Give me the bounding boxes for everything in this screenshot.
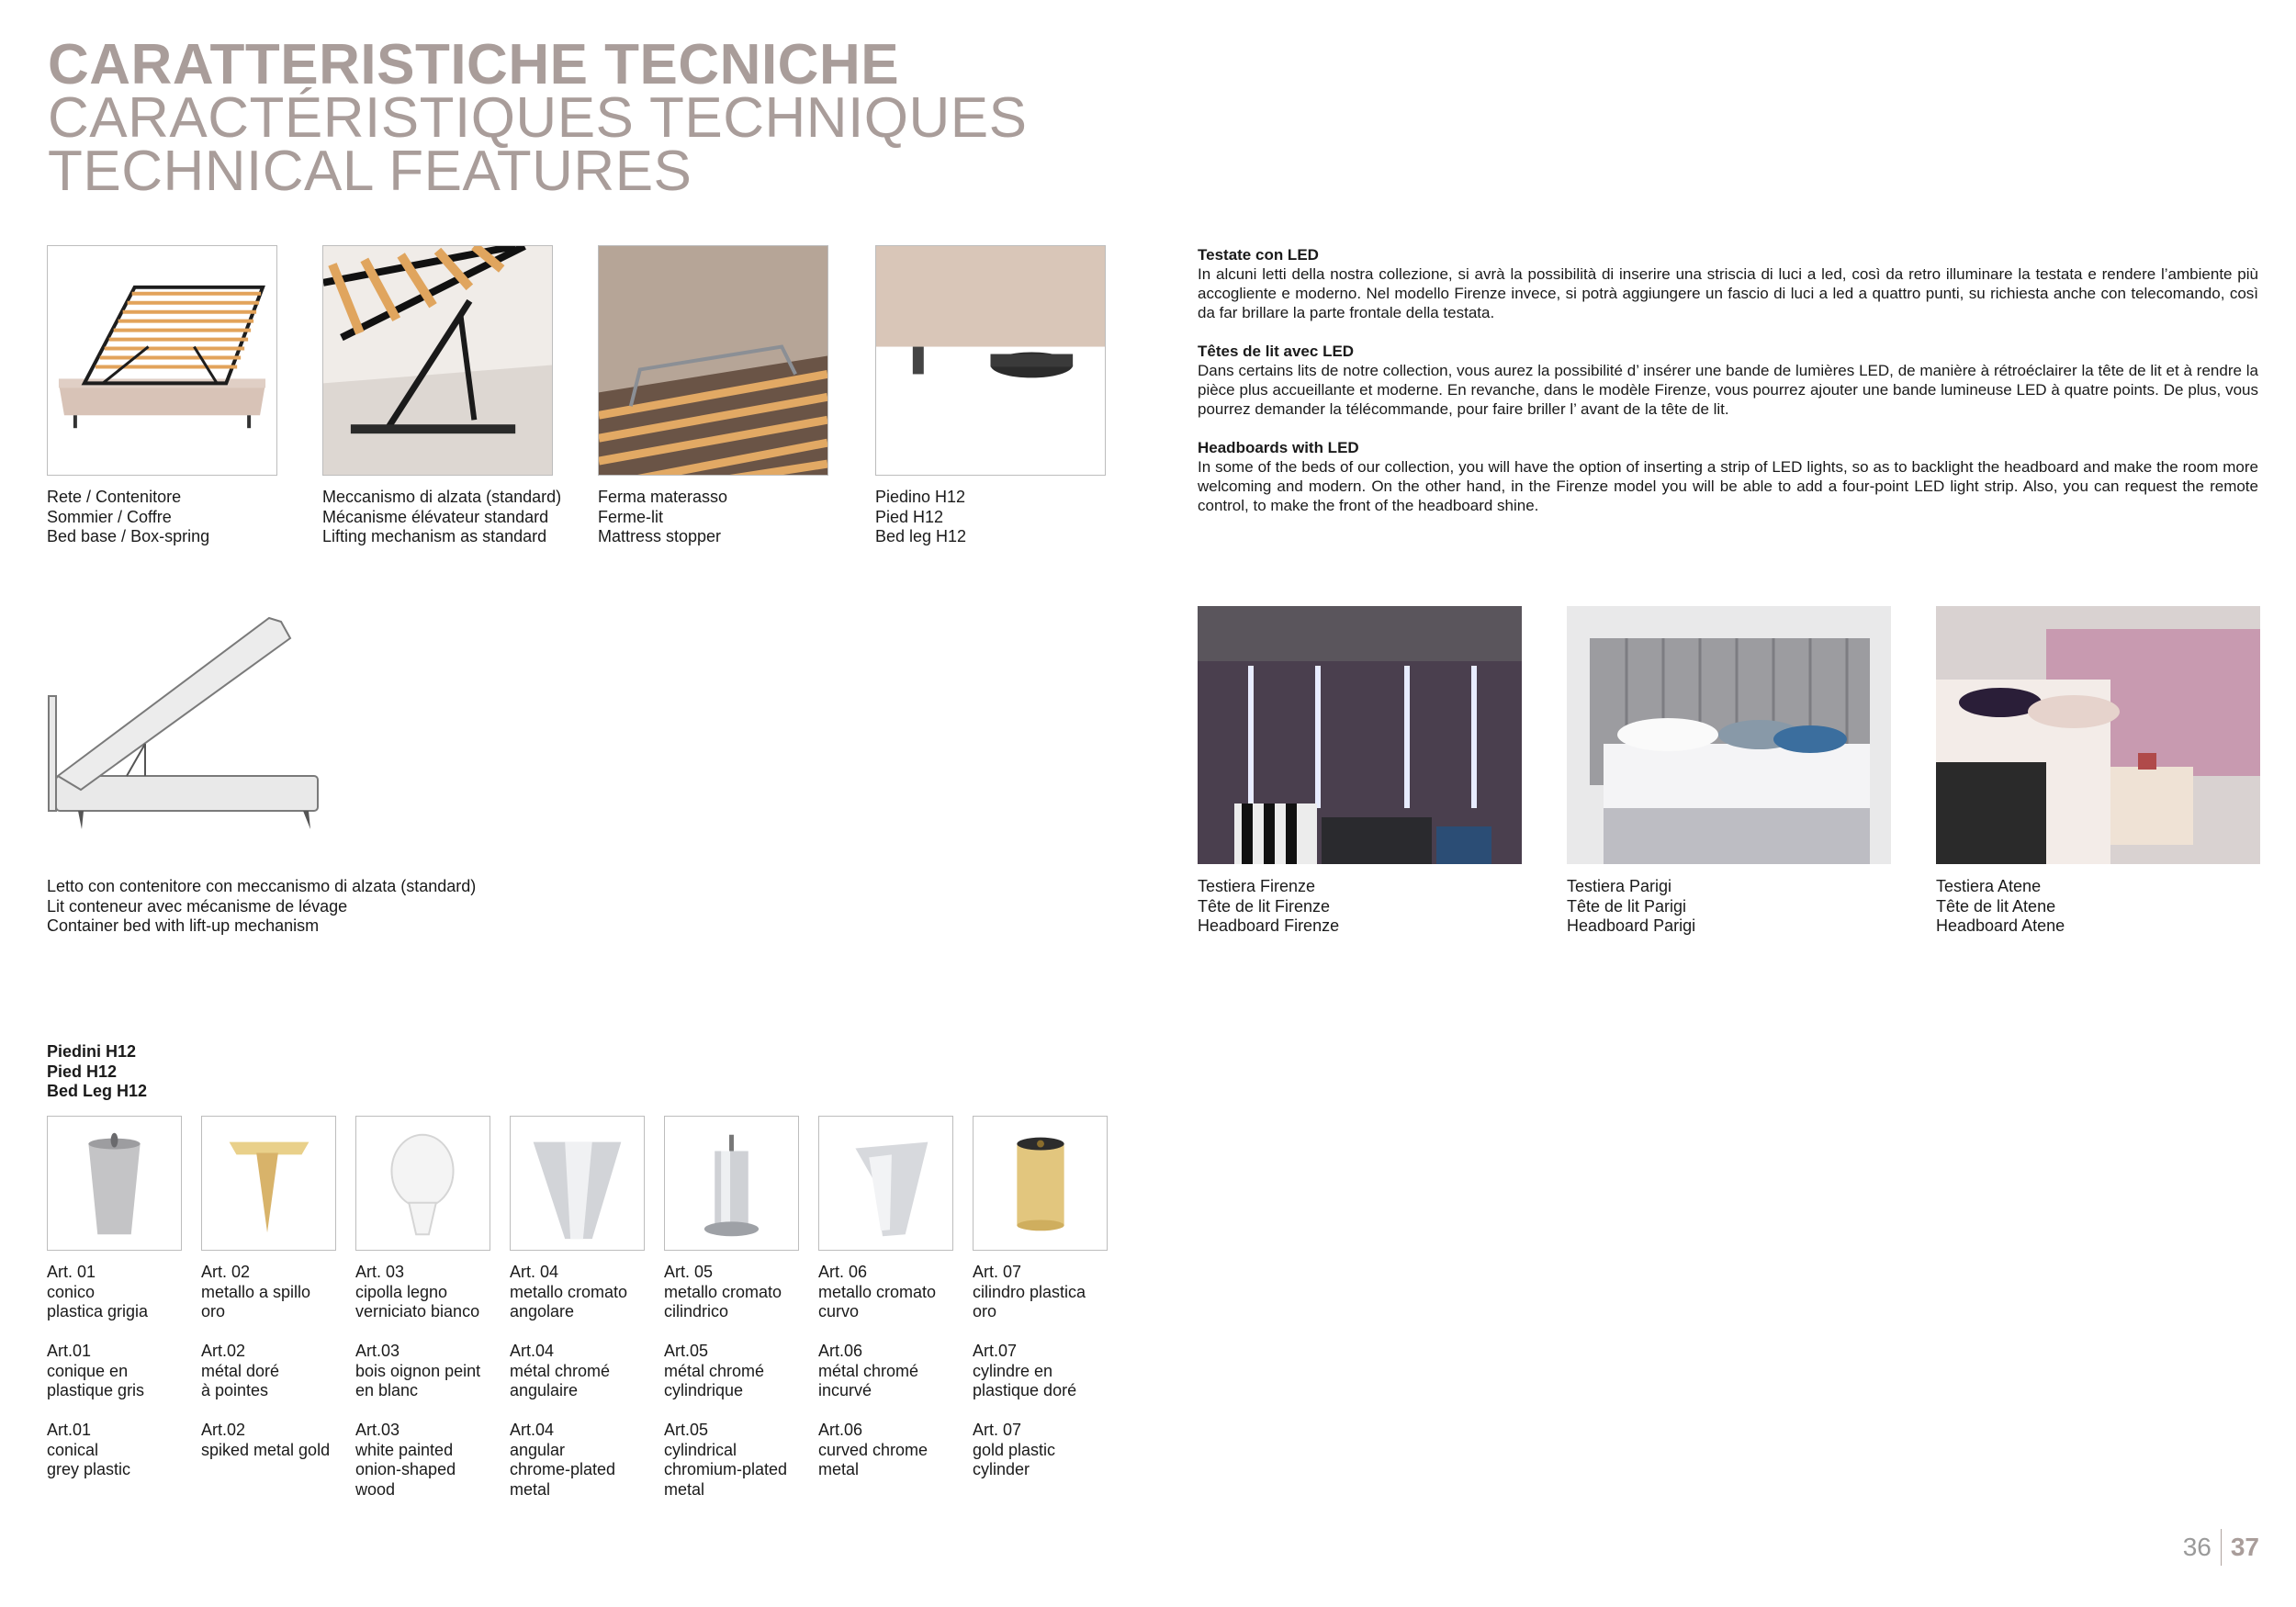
caption-line: metallo a spillo — [201, 1282, 311, 1301]
caption-line: grey plastic — [47, 1460, 131, 1478]
caption-line: plastica grigia — [47, 1302, 149, 1320]
caption-line: cylinder — [973, 1460, 1030, 1478]
page-numbers — [2183, 1529, 2259, 1566]
caption-line: Art. 02 — [201, 1263, 251, 1281]
caption-fr: Pied H12 — [875, 507, 944, 526]
caption-line: Art.03 — [355, 1421, 400, 1439]
leg-art06-curved-chrome-icon — [818, 1116, 953, 1251]
caption-line: Art.02 — [201, 1342, 246, 1360]
caption-fr: Tête de lit Parigi — [1567, 896, 1687, 916]
leg-caption-art07 — [973, 1263, 1120, 1500]
caption-line: metallo cromato — [664, 1282, 782, 1301]
caption-line: Art. 06 — [818, 1263, 868, 1281]
caption-line: chromium-plated — [664, 1460, 788, 1478]
caption-line: metallo cromato — [510, 1282, 628, 1301]
caption-line: Art.01 — [47, 1421, 92, 1439]
caption-it: Rete / Contenitore — [47, 488, 182, 506]
caption-line: cylindrical — [664, 1440, 737, 1459]
caption-line: metal — [664, 1479, 705, 1499]
caption-line: Art.02 — [201, 1421, 246, 1439]
caption-line: angular — [510, 1440, 566, 1459]
caption-line: metallo cromato — [818, 1282, 937, 1301]
led-text-en: In some of the beds of our collection, you will have the option of inserting a strip of LED lights, so as to backlight the headboard and make the room more welcoming and modern. On the other hand, in the Firenze model you will be able to add a four-point LED light strip. Also, you can request the remote control, to make the front of the headboard shine. — [1198, 458, 2258, 514]
caption-line: gold plastic — [973, 1440, 1056, 1459]
feature-caption-mattress-stopper — [598, 488, 727, 547]
feature-caption-lifting-mechanism — [322, 488, 561, 547]
led-title-en: Headboards with LED — [1198, 439, 1359, 456]
caption-line: métal chromé — [818, 1361, 919, 1380]
caption-line: onion-shaped — [355, 1460, 456, 1478]
caption-line: Art. 04 — [510, 1263, 559, 1281]
mattress-stopper-photo — [598, 245, 828, 476]
title-italian: CARATTERISTICHE TECNICHE — [48, 33, 900, 96]
caption-line: verniciato bianco — [355, 1302, 480, 1320]
leg-art01-conical-grey-icon — [47, 1116, 182, 1251]
leg-art05-cylindrical-chrome-icon — [664, 1116, 799, 1251]
caption-line: conical — [47, 1440, 99, 1459]
caption-fr: Lit conteneur avec mécanisme de lévage — [47, 896, 348, 916]
bed-base-photo — [47, 245, 277, 476]
led-title-fr: Têtes de lit avec LED — [1198, 343, 1355, 360]
led-title-it: Testate con LED — [1198, 246, 1319, 264]
legs-title-en: Bed Leg H12 — [47, 1082, 148, 1100]
caption-line: angulaire — [510, 1381, 579, 1399]
caption-en: Headboard Parigi — [1567, 916, 1696, 935]
title-english: TECHNICAL FEATURES — [48, 140, 692, 203]
leg-caption-art05 — [664, 1263, 811, 1520]
caption-line: Art.06 — [818, 1421, 863, 1439]
caption-it: Meccanismo di alzata (standard) — [322, 488, 562, 506]
caption-line: wood — [355, 1479, 396, 1499]
legs-title-it: Piedini H12 — [47, 1042, 137, 1061]
caption-line: plastique gris — [47, 1381, 145, 1399]
caption-line: Art.03 — [355, 1342, 400, 1360]
caption-en: Lifting mechanism as standard — [322, 527, 547, 545]
headboard-caption-atene — [1936, 877, 2065, 937]
led-description — [1198, 245, 2258, 515]
caption-it: Testiera Atene — [1936, 877, 2042, 895]
headboard-atene-photo — [1936, 606, 2260, 864]
caption-line: Art.04 — [510, 1342, 555, 1360]
caption-it: Testiera Firenze — [1198, 877, 1316, 895]
caption-line: Art. 07 — [973, 1421, 1022, 1439]
caption-line: chrome-plated — [510, 1460, 616, 1478]
caption-line: cilindro plastica — [973, 1282, 1086, 1301]
leg-caption-art06 — [818, 1263, 965, 1500]
leg-art02-spiked-gold-icon — [201, 1116, 336, 1251]
caption-line: oro — [973, 1302, 997, 1320]
caption-line: oro — [201, 1302, 226, 1320]
caption-line: Art.04 — [510, 1421, 555, 1439]
leg-caption-art04 — [510, 1263, 657, 1520]
title-french: CARACTÉRISTIQUES TECHNIQUES — [48, 86, 1028, 150]
headboard-parigi-photo — [1567, 606, 1891, 864]
caption-line: Art. 07 — [973, 1263, 1022, 1281]
headboard-firenze-photo — [1198, 606, 1522, 864]
caption-line: Art. 03 — [355, 1263, 405, 1281]
page-number-left: 36 — [2182, 1533, 2212, 1561]
page-divider — [2221, 1529, 2222, 1566]
container-bed-drawing — [44, 611, 329, 840]
caption-line: cylindrique — [664, 1381, 744, 1399]
caption-line: métal chromé — [510, 1361, 611, 1380]
caption-line: à pointes — [201, 1381, 269, 1399]
caption-line: curved chrome — [818, 1440, 929, 1459]
caption-en: Headboard Atene — [1936, 916, 2065, 935]
caption-line: metal — [818, 1460, 860, 1478]
caption-line: cipolla legno — [355, 1282, 448, 1301]
caption-en: Mattress stopper — [598, 527, 722, 545]
caption-line: Art.01 — [47, 1342, 92, 1360]
container-bed-caption — [47, 877, 476, 937]
caption-line: Art. 01 — [47, 1263, 96, 1281]
led-text-it: In alcuni letti della nostra collezione, si avrà la possibilità di inserire una striscia di luci a led, così da retro illuminare la testata e rendere l’ambiente più accogliente e moderno. Nel modello Firenze invece, si potrà aggiungere un fascio di luci a led a quattro punti, su richiesta anche con telecomando, così da far brillare la parte frontale della testata. — [1198, 265, 2258, 321]
caption-line: conique en — [47, 1361, 129, 1380]
bed-leg-photo — [875, 245, 1106, 476]
leg-caption-art02 — [201, 1263, 348, 1480]
caption-line: spiked metal gold — [201, 1440, 331, 1459]
leg-art07-gold-cylinder-icon — [973, 1116, 1108, 1251]
leg-art04-angular-chrome-icon — [510, 1116, 645, 1251]
feature-caption-bed-base — [47, 488, 209, 547]
caption-line: incurvé — [818, 1381, 872, 1399]
caption-line: Art.06 — [818, 1342, 863, 1360]
caption-line: bois oignon peint — [355, 1361, 481, 1380]
caption-line: angolare — [510, 1302, 575, 1320]
caption-en: Bed leg H12 — [875, 527, 967, 545]
headboard-caption-firenze — [1198, 877, 1339, 937]
page-title — [48, 33, 1028, 203]
caption-line: cylindre en — [973, 1361, 1053, 1380]
caption-line: métal chromé — [664, 1361, 765, 1380]
caption-fr: Mécanisme élévateur standard — [322, 507, 549, 526]
caption-it: Letto con contenitore con meccanismo di alzata (standard) — [47, 877, 477, 895]
caption-en: Container bed with lift-up mechanism — [47, 916, 320, 935]
caption-en: Headboard Firenze — [1198, 916, 1340, 935]
caption-it: Testiera Parigi — [1567, 877, 1672, 895]
caption-line: Art.05 — [664, 1421, 709, 1439]
caption-it: Ferma materasso — [598, 488, 728, 506]
caption-en: Bed base / Box-spring — [47, 527, 210, 545]
caption-line: curvo — [818, 1302, 860, 1320]
caption-fr: Sommier / Coffre — [47, 507, 172, 526]
leg-art03-onion-white-icon — [355, 1116, 490, 1251]
caption-it: Piedino H12 — [875, 488, 966, 506]
feature-caption-bed-leg — [875, 488, 966, 547]
page-number-right: 37 — [2230, 1533, 2259, 1561]
caption-line: en blanc — [355, 1381, 419, 1399]
caption-fr: Tête de lit Firenze — [1198, 896, 1331, 916]
legs-title-fr: Pied H12 — [47, 1062, 118, 1081]
lifting-mechanism-photo — [322, 245, 553, 476]
caption-line: metal — [510, 1479, 551, 1499]
caption-line: plastique doré — [973, 1381, 1077, 1399]
headboard-caption-parigi — [1567, 877, 1695, 937]
caption-line: Art.05 — [664, 1342, 709, 1360]
caption-line: Art.07 — [973, 1342, 1018, 1360]
caption-line: white painted — [355, 1440, 454, 1459]
caption-line: Art. 05 — [664, 1263, 714, 1281]
caption-line: métal doré — [201, 1361, 280, 1380]
caption-fr: Tête de lit Atene — [1936, 896, 2056, 916]
caption-fr: Ferme-lit — [598, 507, 663, 526]
leg-caption-art01 — [47, 1263, 194, 1500]
legs-section-title — [47, 1042, 147, 1102]
caption-line: cilindrico — [664, 1302, 729, 1320]
led-text-fr: Dans certains lits de notre collection, vous aurez la possibilité d’ insérer une bande de lumières LED, de manière à rétroéclairer la tête de lit et à rendre la pièce plus accueillante et moderne. En revanche, dans le modèle Firenze, vous pourrez ajouter une bande lumineuse LED à quatre points. De plus, vous pourrez demander la télécommande, pour faire briller l’ avant de la tête de lit. — [1198, 362, 2258, 418]
leg-caption-art03 — [355, 1263, 502, 1520]
caption-line: conico — [47, 1282, 96, 1301]
